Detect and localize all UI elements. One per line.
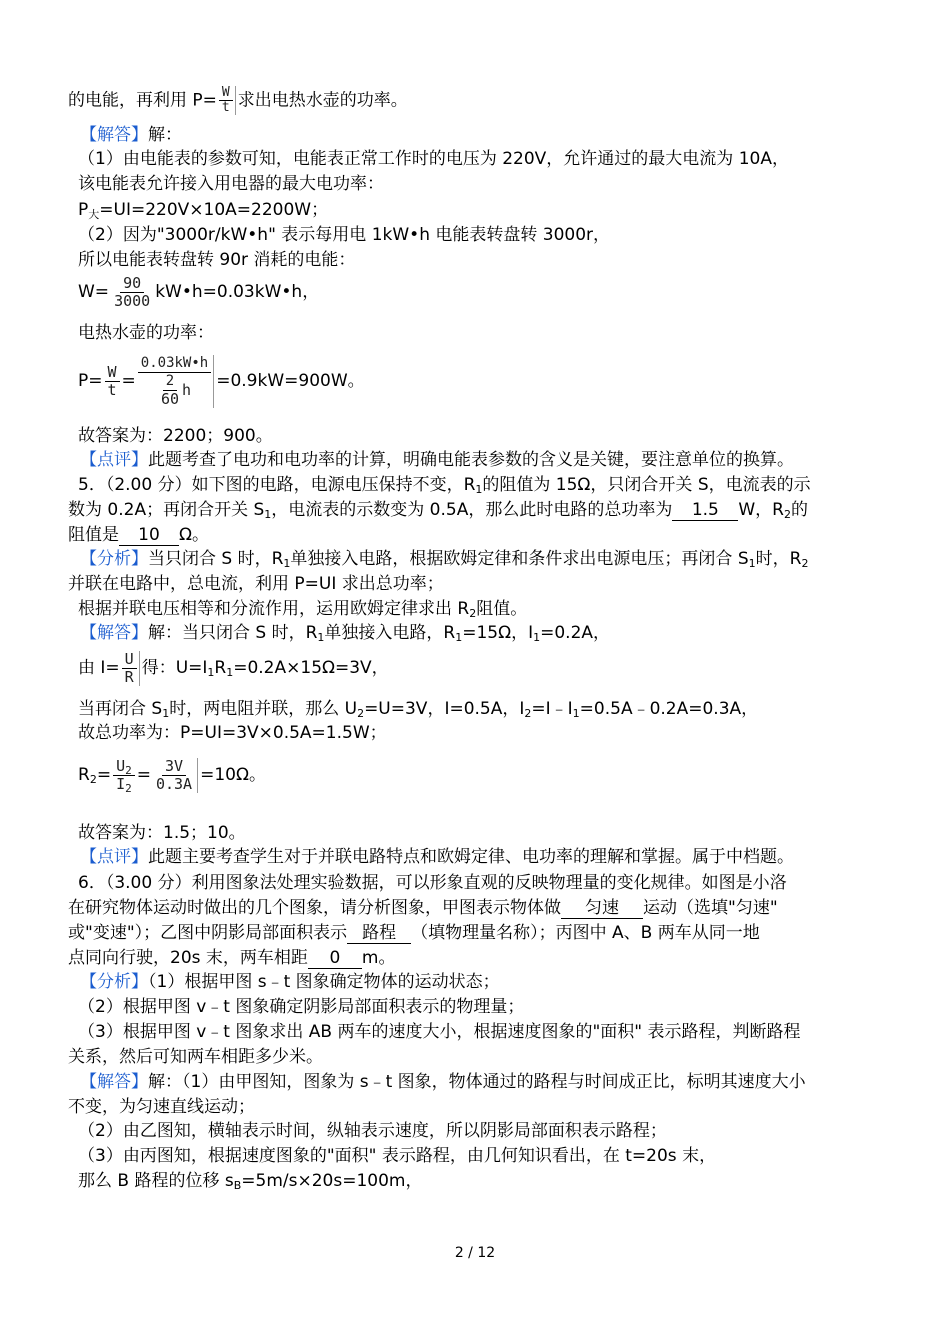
line-12: 【点评】此题考查了电功和电功率的计算，明确电能表参数的含义是关键，要注意单位的换算。	[80, 450, 794, 470]
line-7: 所以电能表转盘转 90r 消耗的电能：	[78, 250, 356, 270]
line-11: 故答案为：2200；900。	[78, 426, 273, 446]
line-10: P= $\frac{W}{t}$ = 0.03kW•h $\frac{2}{60}$ h =0.9kW=900W。	[78, 354, 365, 408]
line-38: 那么 B 路程的位移 $s_B=5m/s\times 20s=100m$，	[78, 1171, 423, 1192]
line-30: 【分析】（1）根据甲图 s﹣t 图象确定物体的运动状态；	[80, 972, 500, 992]
line-1: 的电能，再利用 P= $\frac{W}{t}$ 求出电热水壶的功率。	[68, 85, 408, 115]
line-9: 电热水壶的功率：	[78, 323, 214, 343]
line-20: 由 I= $\frac{U}{R}$ 得：$U=I_1R_1=0.2A\times 15\Omega=3V$，	[78, 649, 389, 686]
answer-tag: 【解答】	[80, 623, 148, 643]
line-33: 关系，然后可知两车相距多少米。	[68, 1047, 323, 1067]
line-32: （3）根据甲图 v﹣t 图象求出 AB 两车的速度大小，根据速度图象的"面积" 表示路程，判断路程	[78, 1022, 801, 1042]
answer-blank: 10	[119, 525, 179, 546]
line-35: 不变，为匀速直线运动；	[68, 1097, 255, 1117]
line-18: 根据并联电压相等和分流作用，运用欧姆定律求出 $R_2$阻值。	[78, 599, 528, 620]
line-25: 【点评】此题主要考查学生对于并联电路特点和欧姆定律、电功率的理解和掌握。属于中档题。	[80, 847, 794, 867]
line-8: W= $\frac{90}{3000}$ kW•h=0.03kW•h，	[78, 273, 320, 310]
line-37: （3）由丙图知，根据速度图象的"面积" 表示路程，由几何知识看出，在 t=20s 末，	[78, 1146, 717, 1166]
answer-blank: 路程	[347, 923, 411, 944]
fraction-90-over-3000: $\frac{90}{3000}$	[114, 273, 151, 310]
line-27: 在研究物体运动时做出的几个图象，请分析图象，甲图表示物体做 匀速 运动（选填"匀速"	[68, 898, 778, 918]
line-23: $R_2=$ $\frac{U_2}{I_2}$ = $\frac{3V}{0.3A}$ =10Ω。	[78, 756, 266, 795]
comment-tag: 【点评】	[80, 847, 148, 867]
line-13: 5．（2.00 分）如下图的电路，电源电压保持不变，$R_1$的阻值为 15Ω，只闭合开关 S，电流表的示	[78, 475, 811, 496]
answer-blank: 匀速	[561, 898, 643, 919]
page-number: 2 / 12	[454, 1245, 496, 1261]
fraction-3v-over-03a: $\frac{3V}{0.3A}$	[153, 758, 198, 793]
line-26: 6．（3.00 分）利用图象法处理实验数据，可以形象直观的反映物理量的变化规律。如图是小洛	[78, 873, 787, 893]
line-21: 当再闭合 $S_1$时，两电阻并联，那么 $U_2=U=3V$，I=0.5A，$I_2=I﹣I_1=0.5A﹣0.2A=0.3A$，	[78, 699, 759, 720]
line-2: 【解答】解：	[80, 125, 182, 145]
line-16: 【分析】当只闭合 S 时，$R_1$单独接入电路，根据欧姆定律和条件求出电源电压；再闭合 $S_1$时，$R_2$	[80, 549, 809, 570]
answer-tag: 【解答】	[80, 1072, 148, 1092]
line-4: 该电能表允许接入用电器的最大电功率：	[78, 174, 384, 194]
line-29: 点同向行驶，20s 末，两车相距 0 m。	[68, 948, 396, 968]
line-22: 故总功率为：P=UI=3V×0.5A=1.5W；	[78, 723, 387, 743]
comment-tag: 【点评】	[80, 450, 148, 470]
line-36: （2）由乙图知，横轴表示时间，纵轴表示速度，所以阴影局部面积表示路程；	[78, 1121, 667, 1141]
fraction-w-over-t-2: $\frac{W}{t}$	[105, 364, 120, 399]
answer-blank: 0	[308, 948, 362, 969]
line-5: $P_大=UI=220V\times 10A=2200W$；	[78, 200, 329, 221]
line-6: （2）因为"3000r/kW•h" 表示每用电 1kW•h 电能表转盘转 3000r，	[78, 225, 611, 245]
line-14: 数为 0.2A；再闭合开关 $S_1$，电流表的示数变为 0.5A，那么此时电路的总功率为 1.5 W，$R_2$的	[68, 500, 808, 521]
analysis-tag: 【分析】	[80, 972, 148, 992]
line-24: 故答案为：1.5；10。	[78, 823, 246, 843]
analysis-tag: 【分析】	[80, 549, 148, 569]
fraction-u2-over-i2: $\frac{U_2}{I_2}$	[113, 758, 135, 793]
fraction-w-over-t: $\frac{W}{t}$	[219, 86, 236, 115]
fraction-u-over-r: $\frac{U}{R}$	[122, 651, 140, 686]
line-31: （2）根据甲图 v﹣t 图象确定阴影局部面积表示的物理量；	[78, 997, 525, 1017]
answer-blank: 1.5	[672, 500, 738, 521]
line-17: 并联在电路中，总电流，利用 P=UI 求出总功率；	[68, 574, 444, 594]
line-28: 或"变速"）；乙图中阴影局部面积表示 路程 （填物理量名称）；丙图中 A、B 两车从同一地	[68, 923, 760, 943]
line-3: （1）由电能表的参数可知，电能表正常工作时的电压为 220V，允许通过的最大电流为 10A，	[78, 149, 789, 169]
line-34: 【解答】解：（1）由甲图知，图象为 s﹣t 图象，物体通过的路程与时间成正比，标明其速度大小	[80, 1072, 806, 1092]
line-15: 阻值是 10 Ω。	[68, 525, 209, 545]
fraction-power-calc: 0.03kW•h $\frac{2}{60}$ h	[138, 355, 214, 408]
answer-tag: 【解答】	[80, 125, 148, 145]
line-19: 【解答】解：当只闭合 S 时，$R_1$单独接入电路，$R_1=15\Omega$，$I_1=0.2A$，	[80, 623, 611, 644]
